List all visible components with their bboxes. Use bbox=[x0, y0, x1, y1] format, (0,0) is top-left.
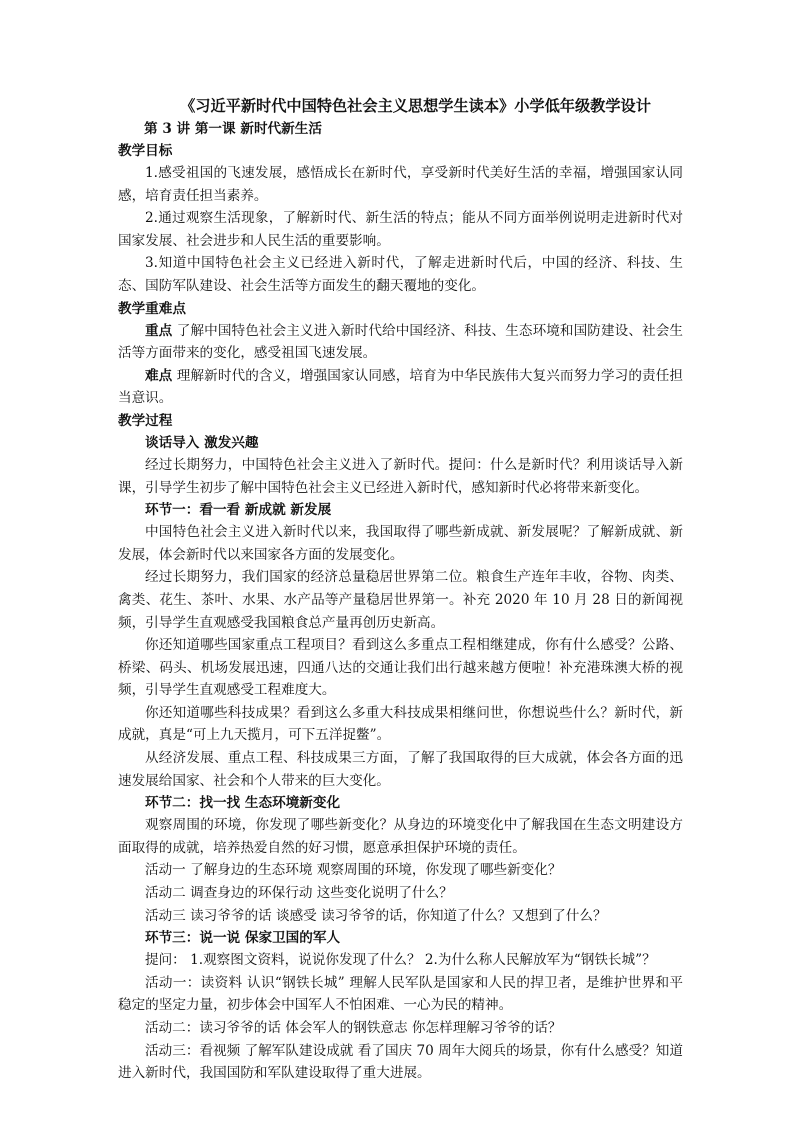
process-heading: 教学过程 bbox=[118, 412, 173, 429]
key-point-paragraph bbox=[118, 320, 683, 365]
goal-item: 3.知道中国特色社会主义已经进入新时代，了解走进新时代后，中国的经济、科技、生态、国防军队建设、社会生活等方面发生的翻天覆地的变化。 bbox=[118, 255, 683, 294]
lesson-subtitle: 第 3 讲 第一课 新时代新生活 bbox=[144, 121, 322, 137]
intro-heading: 谈话导入 激发兴趣 bbox=[145, 434, 259, 451]
step1-paragraph: 你还知道哪些国家重点工程项目？看到这么多重点工程相继建成，你有什么感受？公路、桥梁、码头、机场发展迅速，四通八达的交通让我们出行越来越方便啦！补充港珠澳大桥的视频，引导学生直观感受工程难度大。 bbox=[118, 637, 683, 699]
page-title: 《习近平新时代中国特色社会主义思想学生读本》小学低年级教学设计 bbox=[180, 97, 651, 115]
step3-question: 提问： 1.观察图文资料，说说你发现了什么？ 2.为什么称人民解放军为“钢铁长城”？ bbox=[145, 952, 656, 969]
key-point-label: 重点 bbox=[145, 322, 173, 339]
step2-activity: 活动一 了解身边的生态环境 观察周围的环境，你发现了哪些新变化？ bbox=[145, 862, 562, 879]
difficult-point-text: 理解新时代的含义，增强国家认同感，培育为中华民族伟大复兴而努力学习的责任担当意识。 bbox=[118, 367, 683, 407]
difficult-point-paragraph bbox=[118, 365, 683, 410]
step2-activity: 活动三 读习爷爷的话 谈感受 读习爷爷的话，你知道了什么？又想到了什么？ bbox=[145, 907, 607, 924]
step3-activity: 活动一：读资料 认识“钢铁长城” 理解人民军队是国家和人民的捍卫者，是维护世界和平稳定的坚定力量，初步体会中国军人不怕困难、一心为民的精神。 bbox=[118, 974, 683, 1014]
goal-item: 1.感受祖国的飞速发展，感悟成长在新时代，享受新时代美好生活的幸福，增强国家认同感，培育责任担当素养。 bbox=[118, 165, 683, 204]
step1-paragraph: 从经济发展、重点工程、科技成果三方面，了解了我国取得的巨大成就，体会各方面的迅速发展给国家、社会和个人带来的巨大变化。 bbox=[118, 750, 683, 789]
step1-paragraph: 经过长期努力，我们国家的经济总量稳居世界第二位。粮食生产连年丰收，谷物、肉类、禽类、花生、茶叶、水果、水产品等产量稳居世界第一。补充 2020 年 10 月 28 日的新闻视频，引导学生直观感受我国粮食总产量再创历史新高。 bbox=[118, 569, 683, 631]
intro-paragraph: 经过长期努力，中国特色社会主义进入了新时代。提问：什么是新时代？利用谈话导入新课，引导学生初步了解中国特色社会主义已经进入新时代，感知新时代必将带来新变化。 bbox=[118, 456, 683, 496]
step2-heading: 环节二：找一找 生态环境新变化 bbox=[145, 795, 341, 812]
step3-heading: 环节三：说一说 保家卫国的军人 bbox=[145, 930, 341, 947]
step3-activity: 活动二：读习爷爷的话 体会军人的钢铁意志 你怎样理解习爷爷的话？ bbox=[145, 1020, 562, 1036]
step1-paragraph: 中国特色社会主义进入新时代以来，我国取得了哪些新成就、新发展呢？了解新成就、新发展，体会新时代以来国家各方面的发展变化。 bbox=[118, 524, 683, 563]
goal-item: 2.通过观察生活现象，了解新时代、新生活的特点；能从不同方面举例说明走进新时代对国家发展、社会进步和人民生活的重要影响。 bbox=[118, 210, 683, 249]
difficult-point-label: 难点 bbox=[145, 367, 173, 384]
step2-intro: 观察周围的环境，你发现了哪些新变化？从身边的环境变化中了解我国在生态文明建设方面取得的成就，培养热爱自然的好习惯，愿意承担保护环境的责任。 bbox=[118, 817, 683, 856]
step2-activity: 活动二 调查身边的环保行动 这些变化说明了什么？ bbox=[145, 885, 453, 902]
goals-heading: 教学目标 bbox=[118, 143, 173, 159]
step1-paragraph: 你还知道哪些科技成果？看到这么多重大科技成果相继问世，你想说些什么？新时代，新成就，真是“可上九天揽月，可下五洋捉鳖”。 bbox=[118, 704, 683, 744]
key-points-heading: 教学重难点 bbox=[118, 300, 186, 317]
step1-heading: 环节一：看一看 新成就 新发展 bbox=[145, 502, 332, 519]
step3-activity: 活动三：看视频 了解军队建设成就 看了国庆 70 周年大阅兵的场景，你有什么感受？知道进入新时代，我国国防和军队建设取得了重大进展。 bbox=[118, 1042, 683, 1082]
key-point-text: 了解中国特色社会主义进入新时代给中国经济、科技、生态环境和国防建设、社会生活等方面带来的变化，感受祖国飞速发展。 bbox=[118, 322, 683, 362]
